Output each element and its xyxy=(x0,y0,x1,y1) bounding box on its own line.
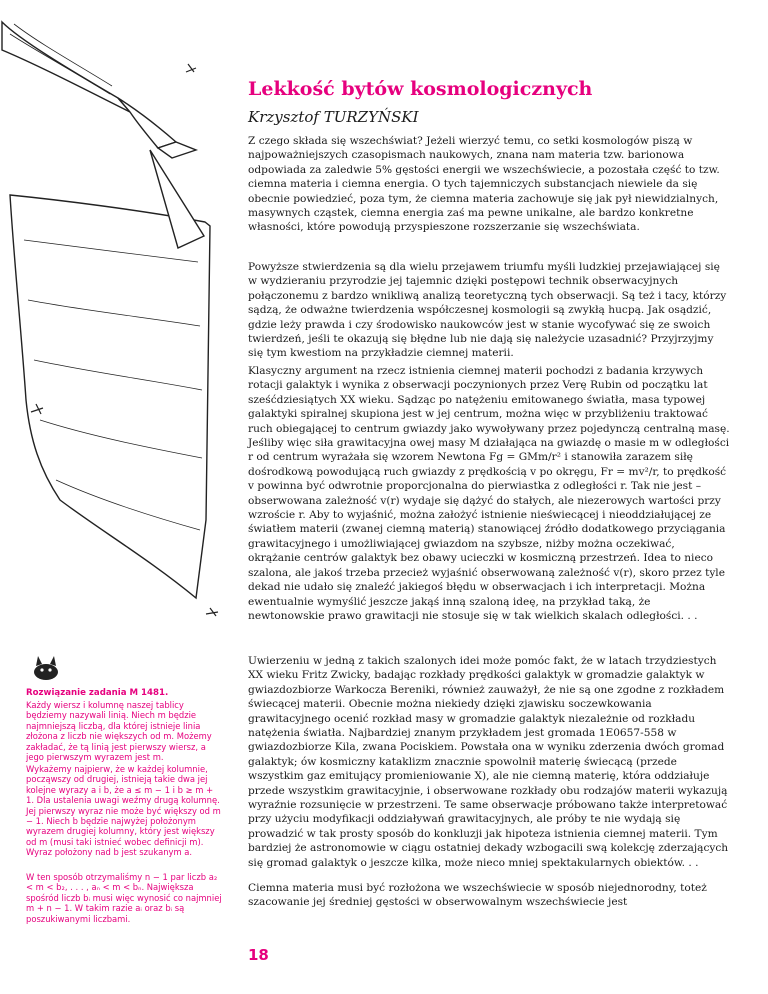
cat-icon xyxy=(34,656,58,680)
paragraph-2: Powyższe stwierdzenia są dla wielu przejawem triumfu myśli ludzkiej przejawiającej się w wydzieraniu przyrodzie jej tajemnic dzięki postępowi technik obserwacyjnych połączonemu z bardzo wnikliwą analizą teoretyczną tych obserwacji. Są też i tacy, którzy sądzą, że odważne twierdzenia współczesnej kosmologii są zwykłą hucpą. Jak osądzić, gdzie leży prawda i czy środowisko naukowców jest w stanie wycofywać się ze swoich twierdzeń, jeśli te okazują się błędne lub nie dają się należycie uzasadnić? Przyjrzyjmy się tym kwestiom na przykładzie ciemnej materii. xyxy=(248,261,727,360)
article-title: Lekkość bytów kosmologicznych xyxy=(248,78,593,100)
paragraph-3: Klasyczny argument na rzecz istnienia ciemnej materii pochodzi z badania krzywych rotacji galaktyk i wynika z obserwacji poczynionych przez Verę Rubin od początku lat sześćdziesiątych XX wieku. Sądząc po natężeniu emitowanego światła, masa typowej galaktyki spiralnej skupiona jest w jej centrum, można więc w przybliżeniu traktować ruch obiegającej to centrum gwiazdy jako wywoływany przez pojedynczą centralną masę. Jeśliby więc siła grawitacyjna owej masy M działająca na gwiazdę o masie m w odległości r od centrum wyrażała się wzorem Newtona Fg = GMm/r² i stanowiła zarazem siłę dośrodkową powodującą ruch gwiazdy z prędkością v po okręgu, Fr = mv²/r, to prędkość v powinna być odwrotnie proporcjonalna do pierwiastka z odległości r. Tak nie jest – obserwowana zależność v(r) wydaje się dążyć do stałych, ale niezerowych wartości przy wzroście r. Aby to wyjaśnić, można założyć istnienie nieświecącej i nieoddziałującej ze światłem materii (zwanej ciemną materią) stanowiącej źródło dodatkowego przyciągania grawitacyjnego i umożliwiającej gwiazdom na szybsze, niżby można oczekiwać, okrążanie centrów galaktyk bez obawy ucieczki w kosmiczną przestrzeń. Idea to nieco szalona, ale jakoś trzeba przecież wyjaśnić obserwowaną zależność v(r), skoro przez tyle dekad nie udało się znaleźć jakiegoś błędu w obserwacjach i ich interpretacji. Można ewentualnie wymyślić jeszcze jakąś inną szaloną ideę, na przykład taką, że newtonowskie prawo grawitacji nie stosuje się w tak wielkich skalach odległości. . . xyxy=(248,365,730,622)
article-author: Krzysztof TURZYŃSKI xyxy=(248,108,419,126)
upper-pen-icon xyxy=(2,22,196,158)
sidebar-paragraph-2: Wykażemy najpierw, że w każdej kolumnie, począwszy od drugiej, istnieją takie dwa jej kolejne wyrazy a i b, że a ≤ m − 1 i b ≥ m + 1. Dla ustalenia uwagi weźmy drugą kolumnę. Jej pierwszy wyraz nie może być większy od m − 1. Niech b będzie najwyżej położonym wyrazem drugiej kolumny, który jest większy od m (musi taki istnieć wobec definicji m). Wyraz położony nad b jest szukanym a. xyxy=(26,764,221,858)
paragraph-4: Uwierzeniu w jedną z takich szalonych idei może pomóc fakt, że w latach trzydziestych XX wieku Fritz Zwicky, badając rozkłady prędkości galaktyk w gromadzie galaktyk w gwiazdozbiorze Warkocza Bereniki, również zauważył, że nie są one zgodne z rozkładem świecącej materii. Obecnie można niekiedy dzięki zjawisku soczewkowania grawitacyjnego ocenić rozkład masy w gromadzie galaktyk niezależnie od rozkładu natężenia światła. Najbardziej znanym przykładem jest gromada 1E0657-558 w gwiazdozbiorze Kila, zwana Pociskiem. Powstała ona w wyniku zderzenia dwóch gromad galaktyk; ów kosmiczny kataklizm znacznie spowolnił materię świecącą (przede wszystkim gaz emitujący promieniowanie X), ale nie ciemną materię, która oddziałuje przede wszystkim grawitacyjnie, i obserwowane rozkłady obu rodzajów materii wykazują wyraźnie rozsunięcie w przestrzeni. Te same obserwacje próbowano także interpretować przy użyciu modyfikacji oddziaływań grawitacyjnych, ale próby te nie wydają się prowadzić w tak prosty sposób do konkluzji jak hipoteza istnienia ciemnej materii. Tym bardziej że astronomowie w ciągu ostatniej dekady wzbogacili swą kolekcję zderzających się gromad galaktyk o jeszcze kilka, może nieco mniej spektakularnych obiektów. . . xyxy=(248,655,729,869)
sidebar-heading: Rozwiązanie zadania M 1481. xyxy=(26,688,169,698)
paragraph-5: Ciemna materia musi być rozłożona we wszechświecie w sposób niejednorodny, toteż szacowanie jej średniej gęstości w obserwowalnym wszechświecie jest xyxy=(248,882,707,909)
page-number: 18 xyxy=(248,946,269,964)
lower-pen-icon xyxy=(10,150,218,616)
sidebar-paragraph-3: W ten sposób otrzymaliśmy n − 1 par liczb a₂ < m < b₂, . . . , aₙ < m < bₙ. Największa spośród liczb bᵢ musi więc wynosić co najmniej m + n − 1. W takim razie aᵢ oraz bᵢ są poszukiwanymi liczbami. xyxy=(26,872,222,924)
paragraph-1: Z czego składa się wszechświat? Jeżeli wierzyć temu, co setki kosmologów piszą w najpoważniejszych czasopismach naukowych, znana nam materia tzw. barionowa odpowiada za zaledwie 5% gęstości energii we wszechświecie, a pozostała część to tzw. ciemna materia i ciemna energia. O tych tajemniczych substancjach niewiele da się obecnie powiedzieć, poza tym, że ciemna materia zachowuje się jak pył niewidzialnych, masywnych cząstek, ciemna energia zaś ma pewne unikalne, ale bardzo konkretne własności, które powodują przyspieszone rozszerzanie się wszechświata. xyxy=(248,135,720,234)
sidebar-paragraph-1: Każdy wiersz i kolumnę naszej tablicy będziemy nazywali linią. Niech m będzie najmniejszą liczbą, dla której istnieje linia złożona z liczb nie większych od m. Możemy zakładać, że tą linią jest pierwszy wiersz, a jego pierwszym wyrazem jest m. xyxy=(26,700,212,763)
